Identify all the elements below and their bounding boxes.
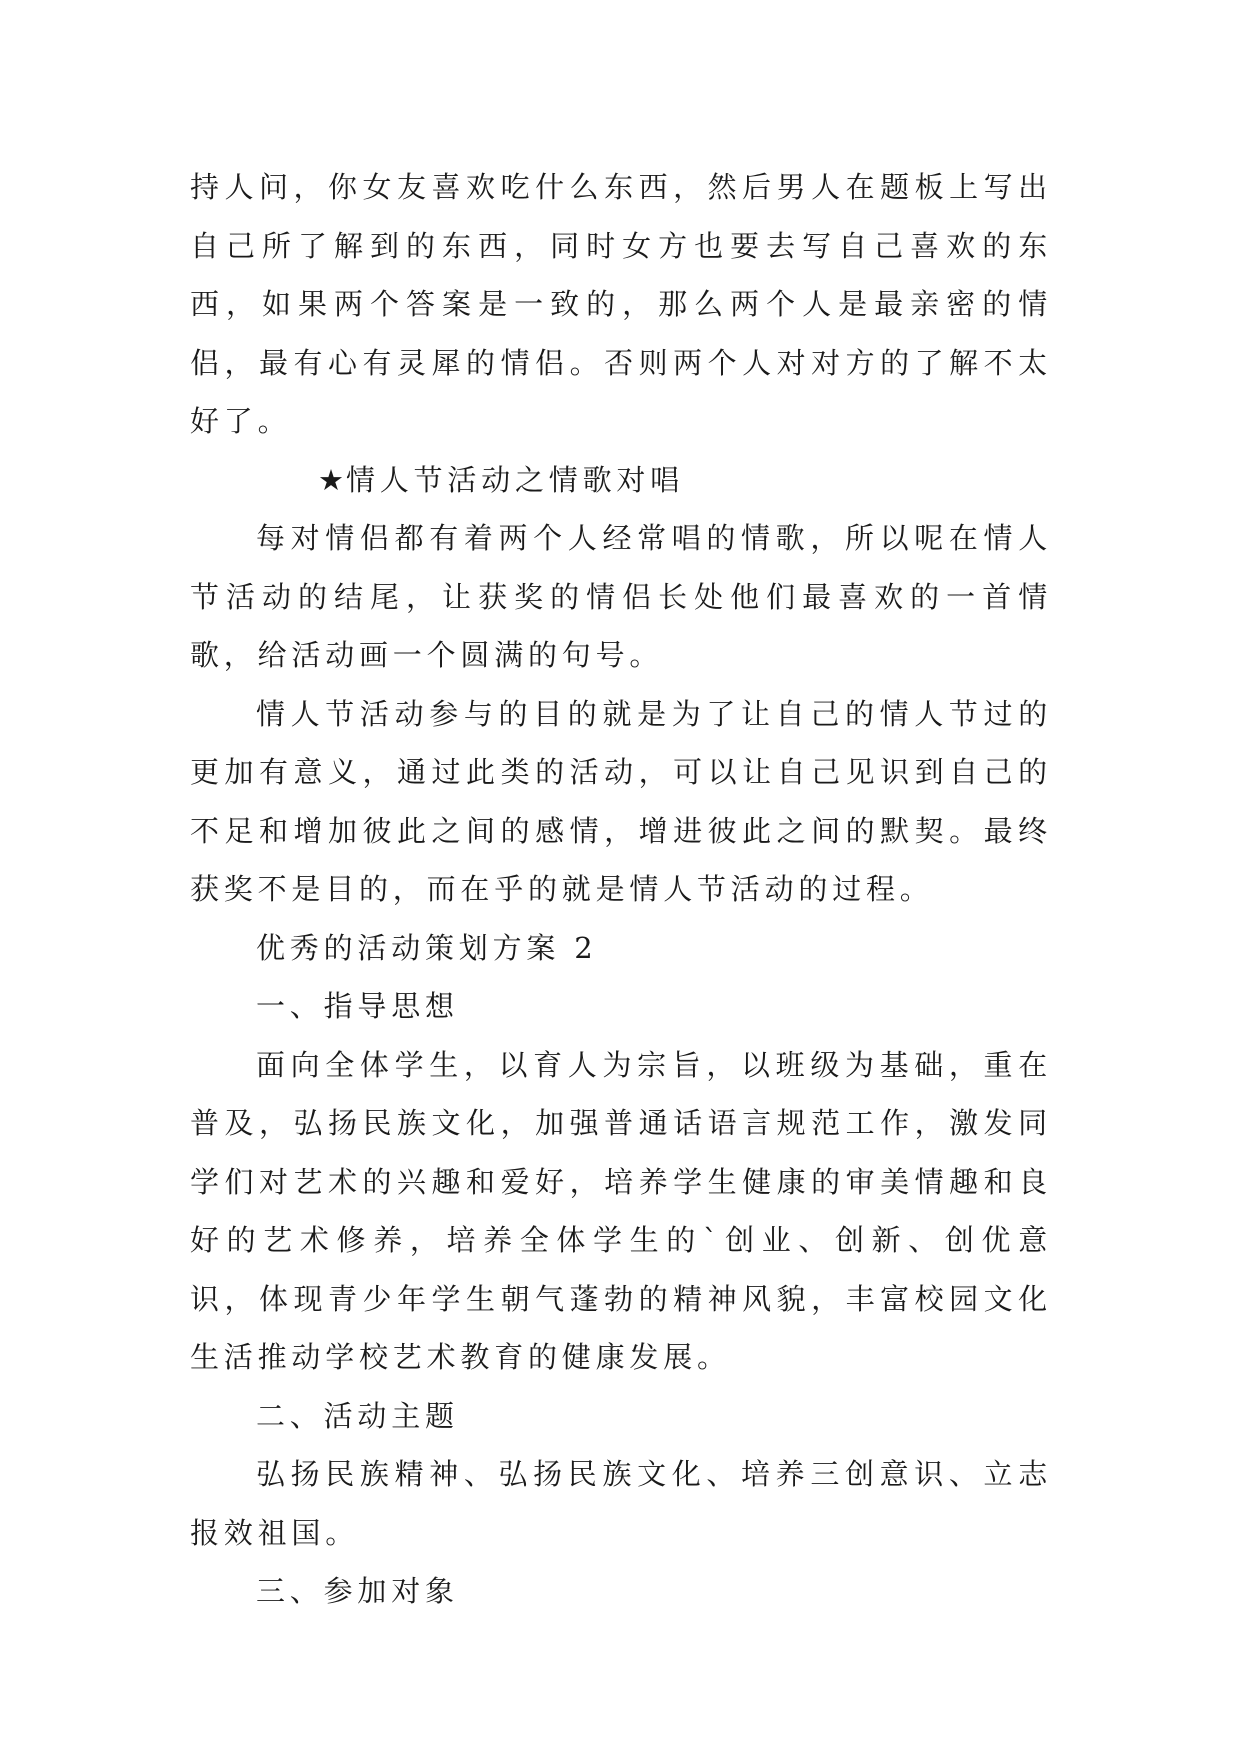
paragraph-activity-theme: 弘扬民族精神、弘扬民族文化、培养三创意识、立志报效祖国。 <box>190 1457 1052 1550</box>
heading-activity-theme: 二、活动主题 <box>256 1398 459 1433</box>
paragraph-guiding-ideology: 面向全体学生，以育人为宗旨，以班级为基础，重在普及，弘扬民族文化，加强普通话语言规范工作，激发同学们对艺术的兴趣和爱好，培养学生健康的审美情趣和良好的艺术修养，培养全体学生的`创业、创新、创优意识，体现青少年学生朝气蓬勃的精神风貌，丰富校园文化生活推动学校艺术教育的健康发展。 <box>190 1047 1052 1374</box>
document-page <box>190 158 1052 1621</box>
paragraph-activity-purpose: 情人节活动参与的目的就是为了让自己的情人节过的更加有意义，通过此类的活动，可以让自己见识到自己的不足和增加彼此之间的感情，增进彼此之间的默契。最终获奖不是目的，而在乎的就是情人节活动的过程。 <box>190 696 1052 906</box>
heading-participants: 三、参加对象 <box>256 1574 459 1608</box>
star-icon: ★ <box>318 462 344 497</box>
heading-duet-section <box>190 451 1052 510</box>
paragraph-duet-description: 每对情侣都有着两个人经常唱的情歌，所以呢在情人节活动的结尾，让获奖的情侣长处他们最喜欢的一首情歌，给活动画一个圆满的句号。 <box>190 521 1052 672</box>
heading-plan-2: 优秀的活动策划方案 2 <box>256 930 598 965</box>
heading-duet-text: 情人节活动之情歌对唱 <box>346 462 685 497</box>
paragraph-quiz-continued: 持人问，你女友喜欢吃什么东西，然后男人在题板上写出自己所了解到的东西，同时女方也要去写自己喜欢的东西，如果两个答案是一致的，那么两个人是最亲密的情侣，最有心有灵犀的情侣。否则两个人对对方的了解不太好了。 <box>190 170 1052 438</box>
heading-guiding-ideology: 一、指导思想 <box>256 989 459 1023</box>
